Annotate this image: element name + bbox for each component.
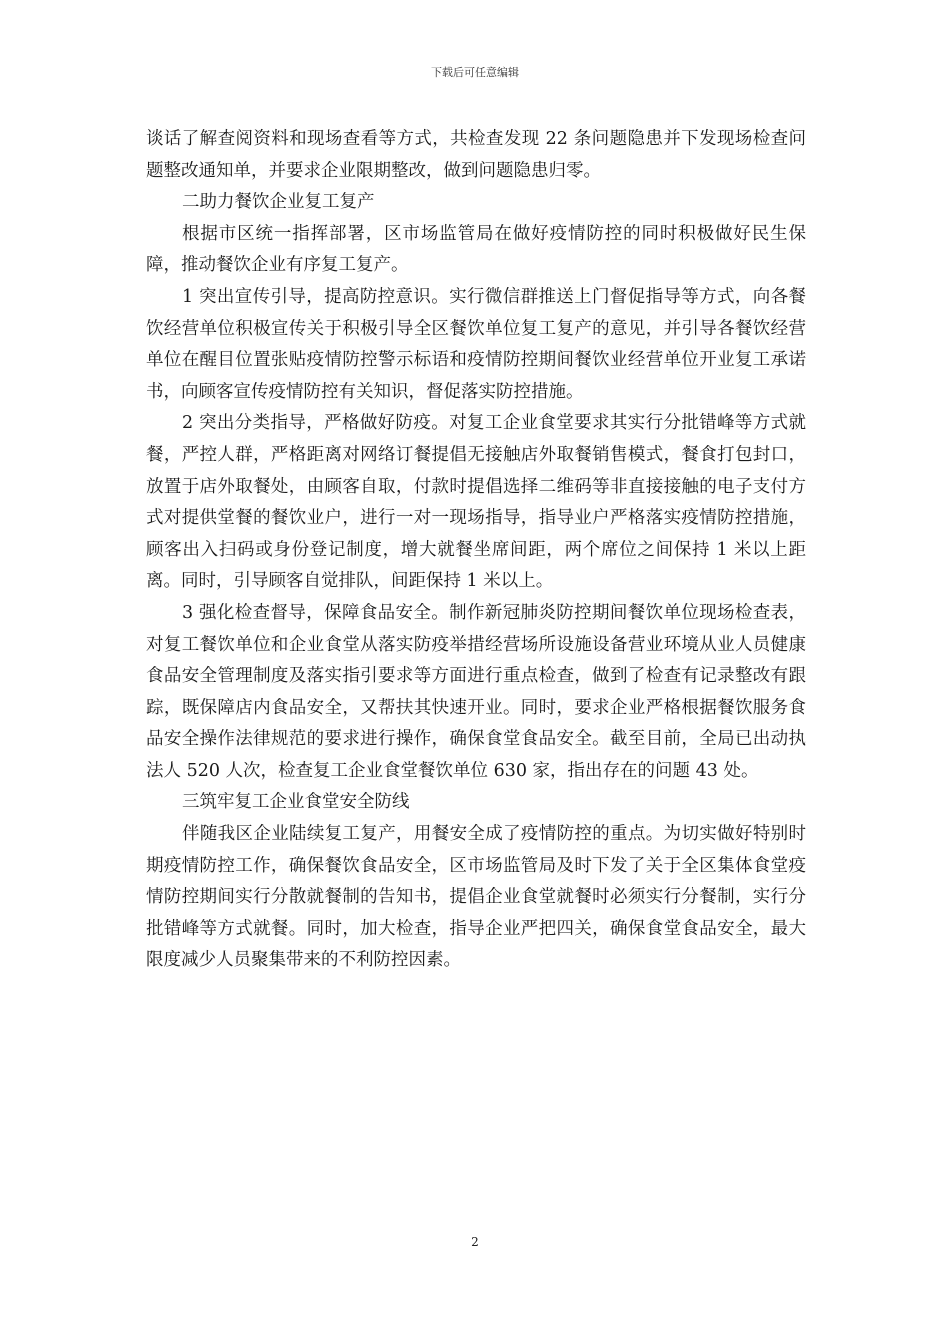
paragraph-section-3: 伴随我区企业陆续复工复产，用餐安全成了疫情防控的重点。为切实做好特别时期疫情防控工作，确保餐饮食品安全，区市场监管局及时下发了关于全区集体食堂疫情防控期间实行分散就餐制的告知书，提倡企业食堂就餐时必须实行分餐制，实行分批错峰等方式就餐。同时，加大检查，指导企业严把四关，确保食堂食品安全，最大限度减少人员聚集带来的不利防控因素。 — [146, 824, 806, 971]
page-number: 2 — [471, 1235, 479, 1249]
paragraph-item-1: 1 突出宣传引导，提高防控意识。实行微信群推送上门督促指导等方式，向各餐饮经营单位积极宣传关于积极引导全区餐饮单位复工复产的意见，并引导各餐饮经营单位在醒目位置张贴疫情防控警示标语和疫情防控期间餐饮业经营单位开业复工承诺书，向顾客宣传疫情防控有关知识，督促落实防控措施。 — [146, 286, 806, 402]
page-header: 下载后可任意编辑 — [431, 66, 519, 79]
section-heading-2: 二助力餐饮企业复工复产 — [182, 192, 375, 213]
paragraph-section-2-intro: 根据市区统一指挥部署，区市场监管局在做好疫情防控的同时积极做好民生保障，推动餐饮企业有序复工复产。 — [146, 223, 806, 276]
paragraph-item-3: 3 强化检查督导，保障食品安全。制作新冠肺炎防控期间餐饮单位现场检查表，对复工餐饮单位和企业食堂从落实防疫举措经营场所设施设备营业环境从业人员健康食品安全管理制度及落实指引要求等方面进行重点检查，做到了检查有记录整改有跟踪，既保障店内食品安全，又帮扶其快速开业。同时，要求企业严格根据餐饮服务食品安全操作法律规范的要求进行操作，确保食堂食品安全。截至目前，全局已出动执法人 520 人次，检查复工企业食堂餐饮单位 630 家，指出存在的问题 43 处。 — [146, 602, 806, 781]
section-heading-3: 三筑牢复工企业食堂安全防线 — [182, 792, 410, 813]
paragraph-continuation: 谈话了解查阅资料和现场查看等方式，共检查发现 22 条问题隐患并下发现场检查问题整改通知单，并要求企业限期整改，做到问题隐患归零。 — [146, 129, 806, 181]
document-body — [146, 124, 806, 977]
paragraph-item-2: 2 突出分类指导，严格做好防疫。对复工企业食堂要求其实行分批错峰等方式就餐，严控人群，严格距离对网络订餐提倡无接触店外取餐销售模式，餐食打包封口，放置于店外取餐处，由顾客自取，付款时提倡选择二维码等非直接接触的电子支付方式对提供堂餐的餐饮业户，进行一对一现场指导，指导业户严格落实疫情防控措施，顾客出入扫码或身份登记制度，增大就餐坐席间距，两个席位之间保持 1 米以上距离。同时，引导顾客自觉排队，间距保持 1 米以上。 — [146, 413, 806, 592]
